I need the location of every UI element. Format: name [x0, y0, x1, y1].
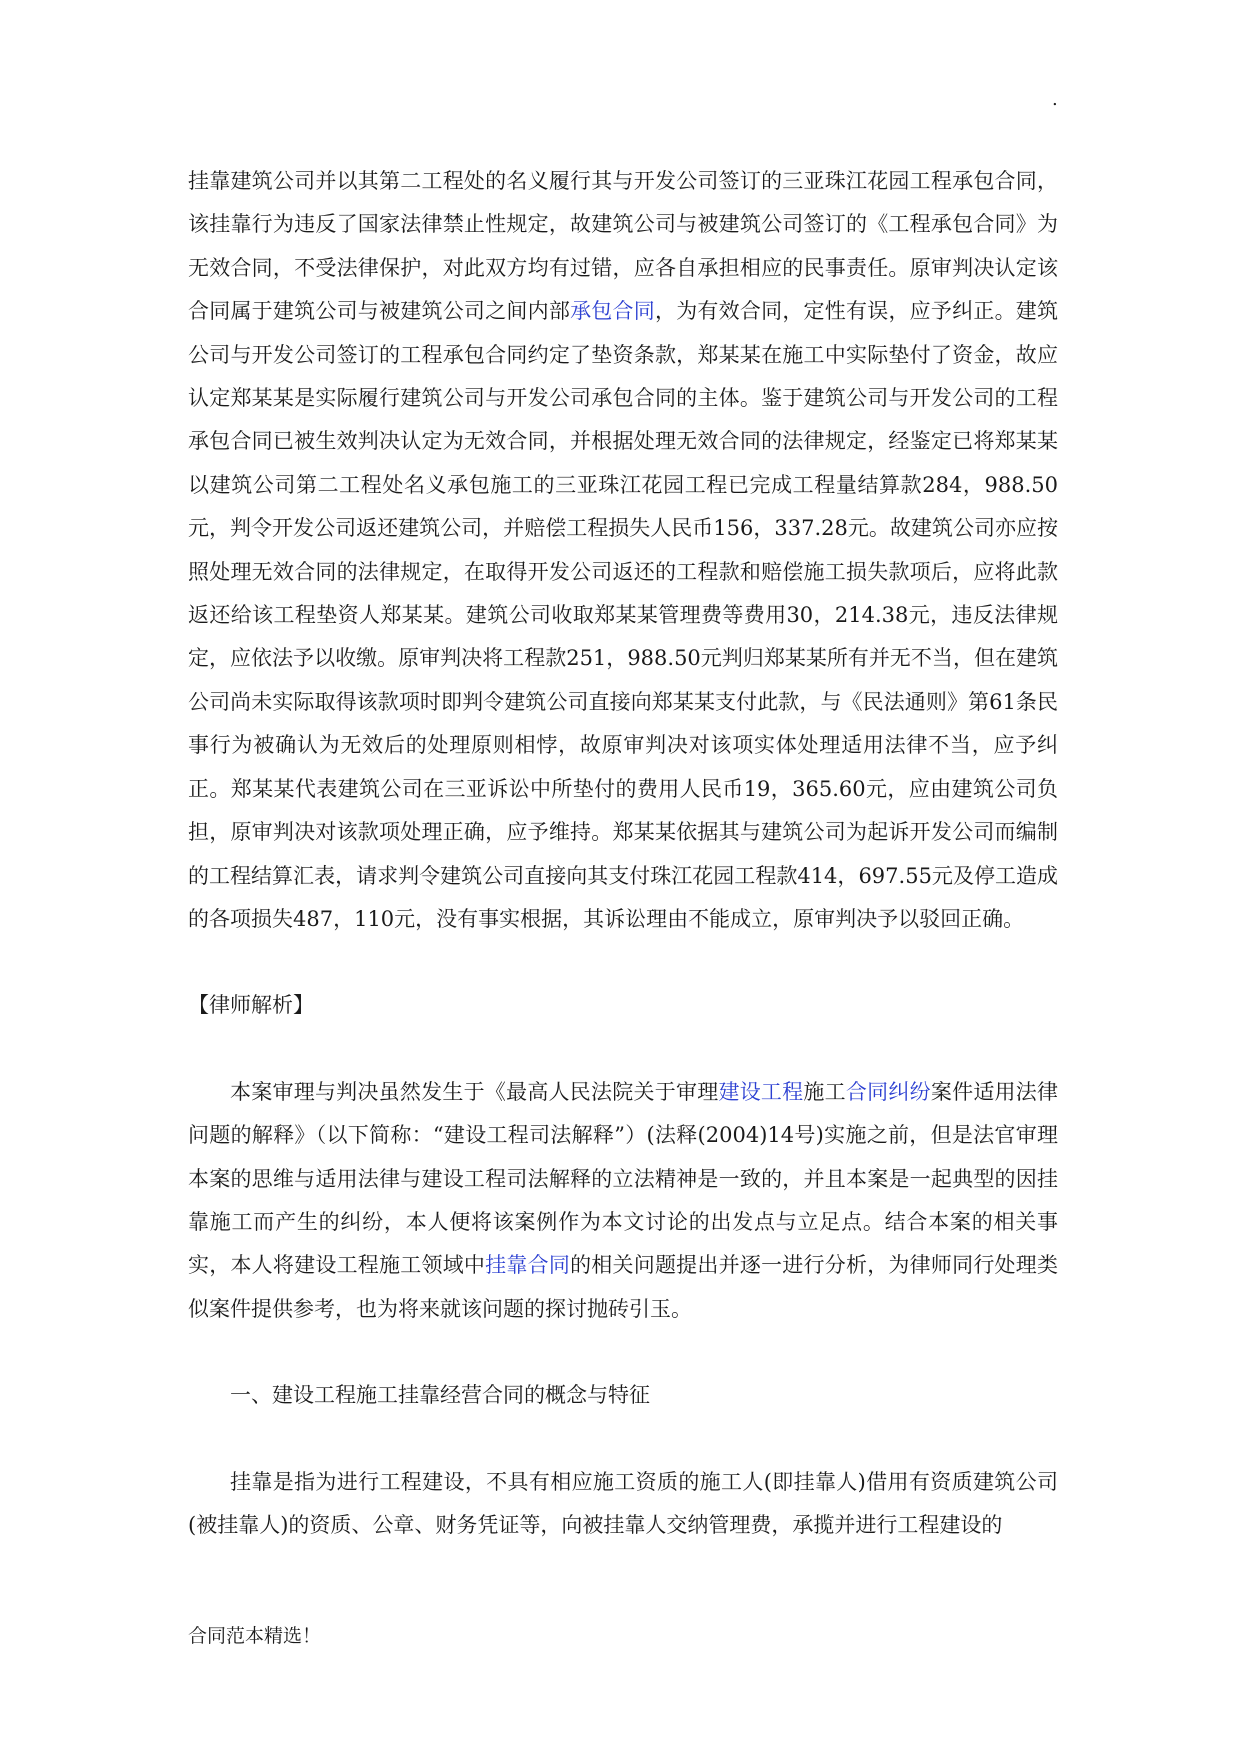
paragraph-text: 本案审理与判决虽然发生于《最高人民法院关于审理 [230, 1079, 719, 1104]
analysis-paragraph [188, 1071, 1058, 1331]
paragraph-text: 挂靠建筑公司并以其第二工程处的名义履行其与开发公司签订的三亚珠江花园工程承包合同，该挂靠行为违反了国家法律禁止性规定，故建筑公司与被建筑公司签订的《工程承包合同》为无效合同，不受法律保护，对此双方均有过错，应各自承担相应的民事责任。原审判决认定该合同属于建筑公司与被建筑公司之间内部 [188, 169, 1058, 324]
section-label: 【律师解析】 [188, 993, 314, 1018]
link-contract[interactable]: 承包合同 [570, 299, 655, 324]
header-dot: . [1052, 89, 1058, 110]
paragraph-text: 案件适用法律问题的解释》（以下简称：“建设工程司法解释”）(法释(2004)14号)实施之前，但是法官审理本案的思维与适用法律与建设工程司法解释的立法精神是一致的，并且本案是一起典型的因挂靠施工而产生的纠纷，本人便将该案例作为本文讨论的出发点与立足点。结合本案的相关事实，本人将建设工程施工领域中 [188, 1079, 1059, 1278]
document-body [188, 160, 1058, 1547]
judgment-paragraph [188, 160, 1058, 941]
link-affiliation-contract[interactable]: 挂靠合同 [485, 1253, 571, 1278]
section-heading: 一、建设工程施工挂靠经营合同的概念与特征 [230, 1383, 650, 1408]
footer-text: 合同范本精选！ [188, 1625, 322, 1647]
paragraph-text: ，为有效合同，定性有误，应予纠正。建筑公司与开发公司签订的工程承包合同约定了垫资条款，郑某某在施工中实际垫付了资金，故应认定郑某某是实际履行建筑公司与开发公司承包合同的主体。鉴于建筑公司与开发公司的工程承包合同已被生效判决认定为无效合同，并根据处理无效合同的法律规定，经鉴定已将郑某某以建筑公司第二工程处名义承包施工的三亚珠江花园工程已完成工程量结算款284，988.50元，判令开发公司返还建筑公司，并赔偿工程损失人民币156，337.28元。故建筑公司亦应按照处理无效合同的法律规定，在取得开发公司返还的工程款和赔偿施工损失款项后，应将此款返还给该工程垫资人郑某某。建筑公司收取郑某某管理费等费用30，214.38元，违反法律规定，应依法予以收缴。原审判决将工程款251，988.50元判归郑某某所有并无不当，但在建筑公司尚未实际取得该款项时即判令建筑公司直接向郑某某支付此款，与《民法通则》第61条民事行为被确认为无效后的处理原则相悖，故原审判决对该项实体处理适用法律不当，应予纠正。郑某某代表建筑公司在三亚诉讼中所垫付的费用人民币19，365.60元，应由建筑公司负担，原审判决对该款项处理正确，应予维持。郑某某依据其与建筑公司为起诉开发公司而编制的工程结算汇表，请求判令建筑公司直接向其支付珠江花园工程款414，697.55元及停工造成的各项损失487，110元，没有事实根据，其诉讼理由不能成立，原审判决予以驳回正确。 [188, 299, 1059, 931]
link-contract-dispute[interactable]: 合同纠纷 [845, 1079, 931, 1104]
definition-paragraph: 挂靠是指为进行工程建设，不具有相应施工资质的施工人(即挂靠人)借用有资质建筑公司(被挂靠人)的资质、公章、财务凭证等，向被挂靠人交纳管理费，承揽并进行工程建设的 [188, 1469, 1058, 1537]
paragraph-text: 施工 [803, 1079, 846, 1104]
paragraph-text: 的相关问题提出并逐一进行分析，为律师同行处理类似案件提供参考，也为将来就该问题的探讨抛砖引玉。 [188, 1253, 1059, 1321]
link-construction[interactable]: 建设工程 [718, 1079, 804, 1104]
